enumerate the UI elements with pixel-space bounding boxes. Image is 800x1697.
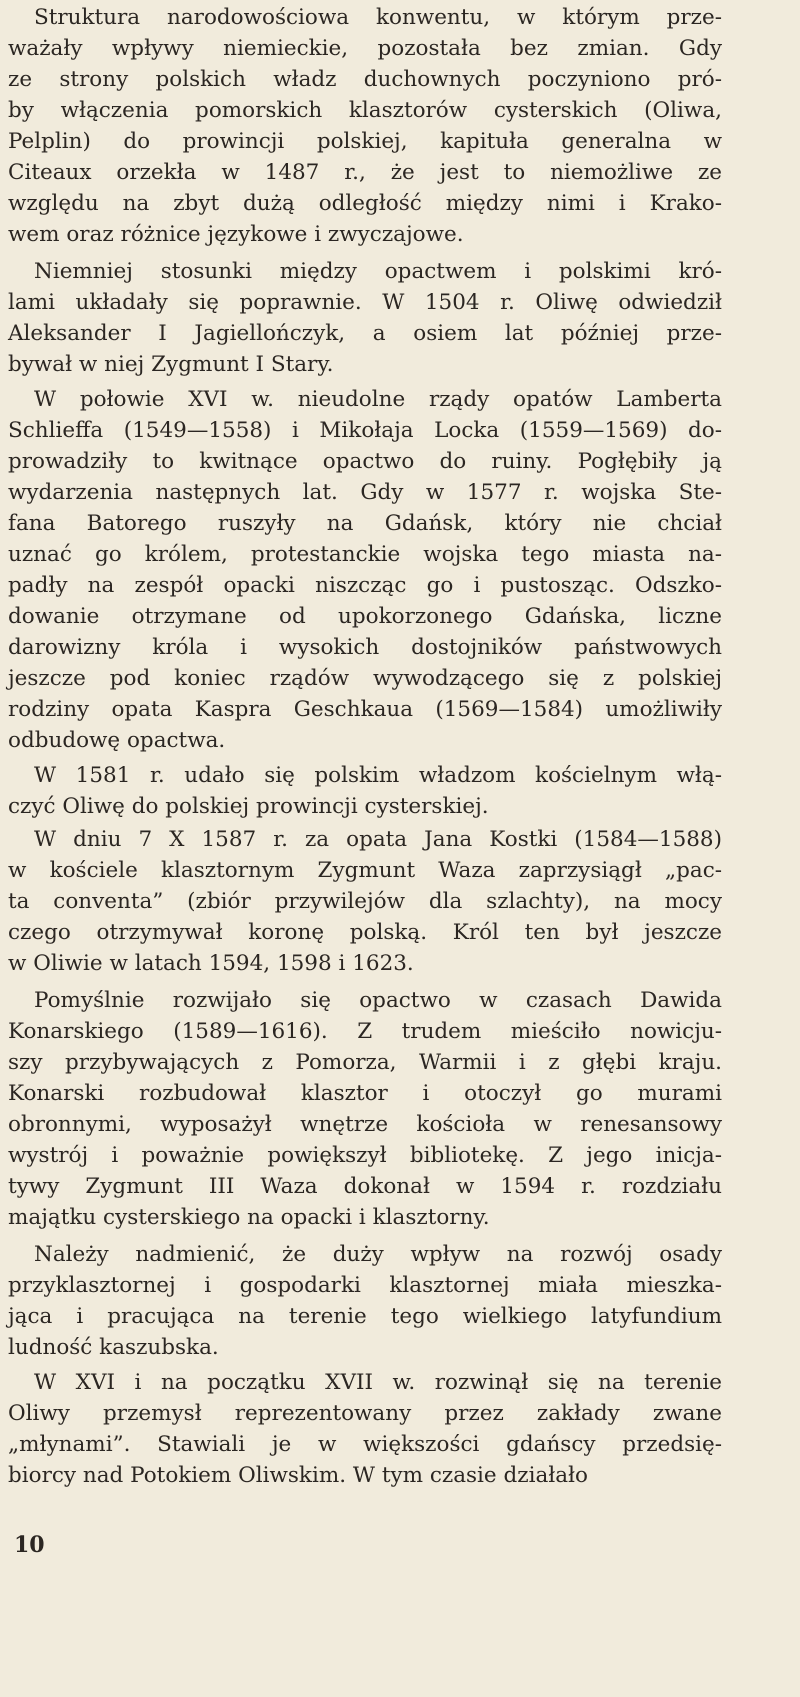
text-line: W dniu 7 X 1587 r. za opata Jana Kostki (1584—1588) [34,827,722,852]
text-line: odbudowę opactwa. [8,728,226,753]
text-line: Należy nadmienić, że duży wpływ na rozwój osady [34,1242,722,1267]
text-line: dowanie otrzymane od upokorzonego Gdańska, liczne [8,604,722,629]
text-line: uznać go królem, protestanckie wojska tego miasta na- [8,542,722,567]
paragraph [8,2,722,250]
text-line: ludność kaszubska. [8,1335,219,1360]
text-line: Konarskiego (1589—1616). Z trudem mieściło nowicju- [8,1019,722,1044]
text-line: ze strony polskich władz duchownych poczyniono pró- [8,67,722,92]
text-line: Oliwy przemysł reprezentowany przez zakłady zwane [8,1401,722,1426]
text-line: tywy Zygmunt III Waza dokonał w 1594 r. rozdziału [8,1174,722,1199]
text-line: padły na zespół opacki niszcząc go i pustosząc. Odszko- [8,573,722,598]
text-line: biorcy nad Potokiem Oliwskim. W tym czasie działało [8,1463,588,1488]
text-line: wydarzenia następnych lat. Gdy w 1577 r. wojska Ste- [8,480,722,505]
text-line: szy przybywających z Pomorza, Warmii i z głębi kraju. [8,1050,722,1075]
text-line: prowadziły to kwitnące opactwo do ruiny. Pogłębiły ją [8,449,722,474]
paragraph [8,1367,722,1491]
text-line: Schlieffa (1549—1558) i Mikołaja Locka (1559—1569) do- [8,418,722,443]
text-line: lami układały się poprawnie. W 1504 r. Oliwę odwiedził [8,290,722,315]
text-line: Pomyślnie rozwijało się opactwo w czasach Dawida [34,988,722,1013]
text-line: jąca i pracująca na terenie tego wielkiego latyfundium [8,1304,722,1329]
text-line: ta conventa” (zbiór przywilejów dla szlachty), na mocy [8,889,722,914]
text-line: w Oliwie w latach 1594, 1598 i 1623. [8,951,414,976]
text-line: wystrój i poważnie powiększył bibliotekę. Z jego inicja- [8,1143,722,1168]
page-number: 10 [14,1532,45,1558]
text-line: Konarski rozbudował klasztor i otoczył go murami [8,1081,722,1106]
text-line: „młynami”. Stawiali je w większości gdańscy przedsię- [8,1432,722,1457]
paragraph [8,760,722,822]
text-line: jeszcze pod koniec rządów wywodzącego się z polskiej [8,666,722,691]
text-line: czyć Oliwę do polskiej prowincji cysterskiej. [8,794,489,819]
text-line: Struktura narodowościowa konwentu, w którym prze- [34,5,722,30]
text-line: darowizny króla i wysokich dostojników państwowych [8,635,722,660]
text-line: fana Batorego ruszyły na Gdańsk, który nie chciał [8,511,722,536]
paragraph [8,1239,722,1363]
text-line: bywał w niej Zygmunt I Stary. [8,352,334,377]
text-line: w kościele klasztornym Zygmunt Waza zaprzysiągł „pac- [8,858,722,883]
text-line: obronnymi, wyposażył wnętrze kościoła w renesansowy [8,1112,722,1137]
text-line: W XVI i na początku XVII w. rozwinął się na terenie [34,1370,722,1395]
text-line: wem oraz różnice językowe i zwyczajowe. [8,222,464,247]
text-line: W połowie XVI w. nieudolne rządy opatów Lamberta [34,387,722,412]
text-line: by włączenia pomorskich klasztorów cysterskich (Oliwa, [8,98,722,123]
text-line: Niemniej stosunki między opactwem i polskimi kró- [34,259,722,284]
text-line: względu na zbyt dużą odległość między nimi i Krako- [8,191,722,216]
text-line: W 1581 r. udało się polskim władzom kościelnym włą- [34,763,722,788]
text-line: czego otrzymywał koronę polską. Król ten był jeszcze [8,920,722,945]
paragraph [8,985,722,1233]
text-line: majątku cysterskiego na opacki i klasztorny. [8,1205,490,1230]
body-text [8,0,722,1491]
paragraph [8,384,722,756]
text-line: Aleksander I Jagiellończyk, a osiem lat później prze- [8,321,722,346]
text-line: przyklasztornej i gospodarki klasztornej miała mieszka- [8,1273,722,1298]
paragraph [8,824,722,979]
text-line: ważały wpływy niemieckie, pozostała bez zmian. Gdy [8,36,722,61]
text-line: Pelplin) do prowincji polskiej, kapituła generalna w [8,129,722,154]
text-line: rodziny opata Kaspra Geschkaua (1569—1584) umożliwiły [8,697,722,722]
text-line: Citeaux orzekła w 1487 r., że jest to niemożliwe ze [8,160,722,185]
paragraph [8,256,722,380]
